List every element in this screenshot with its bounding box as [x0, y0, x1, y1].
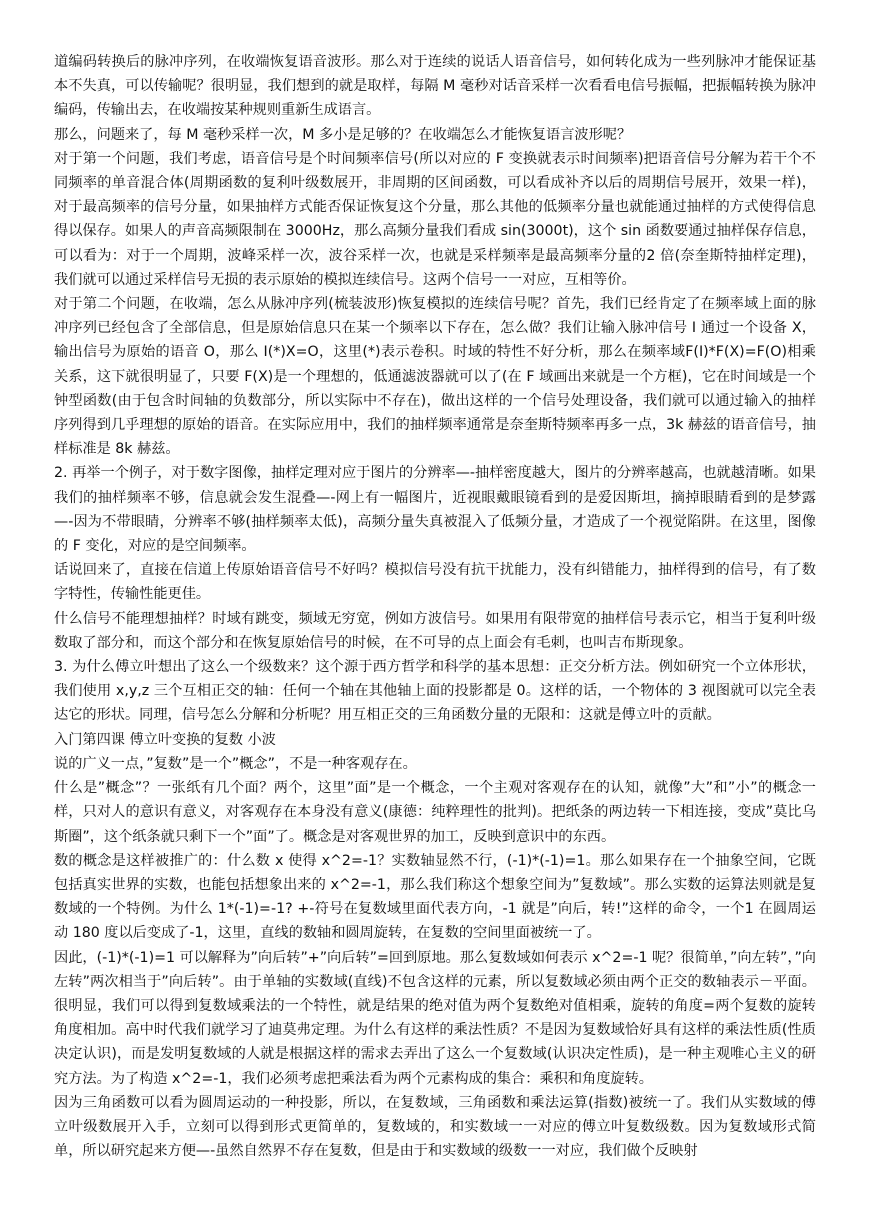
section-heading-lesson-four: 入门第四课 傅立叶变换的复数 小波: [54, 731, 276, 748]
paragraph-complex-multiplication: 因此，(-1)*(-1)=1 可以解释为”向后转”+”向后转”=回到原地。那么复数域如何表示 x^2=-1 呢？很简单，”向左转”，”向左转”两次相当于”向后转”。由于单轴的实数域(直线)不包含这样的元素，所以复数域必须由两个正交的数轴表示－平面。很明显，我们可以得到复数域乘法的一个特性，就是结果的绝对值为两个复数绝对值相乘，旋转的角度=两个复数的旋转角度相加。高中时代我们就学习了迪莫弗定理。为什么有这样的乘法性质？不是因为复数域恰好具有这样的乘法性质(性质决定认识)，而是发明复数域的人就是根据这样的需求去弄出了这么一个复数域(认识决定性质)，是一种主观唯心主义的研究方法。为了构造 x^2=-1，我们必须考虑把乘法看为两个元素构成的集合：乘积和角度旋转。: [54, 949, 816, 1087]
paragraph-orthogonal: 3. 为什么傅立叶想出了这么一个级数来？这个源于西方哲学和科学的基本思想：正交分析方法。例如研究一个立体形状，我们使用 x,y,z 三个互相正交的轴：任何一个轴在其他轴上面的投影都是 0。这样的话，一个物体的 3 视图就可以完全表达它的形状。同理，信号怎么分解和分析呢？用互相正交的三角函数分量的无限和：这就是傅立叶的贡献。: [54, 659, 816, 724]
paragraph-complex-concept: 说的广义一点，”复数”是一个”概念”，不是一种客观存在。: [54, 755, 417, 772]
paragraph-trig-complex: 因为三角函数可以看为圆周运动的一种投影，所以，在复数域，三角函数和乘法运算(指数)被统一了。我们从实数域的傅立叶级数展开入手，立刻可以得到形式更简单的，复数域的，和实数域一一对应的傅立叶复数级数。因为复数域形式简单，所以研究起来方便—-虽然自然界不存在复数，但是由于和实数域的级数一一对应，我们做个反映射: [54, 1094, 816, 1160]
paragraph-second-question: 对于第二个问题，在收端，怎么从脉冲序列(梳装波形)恢复模拟的连续信号呢？首先，我们已经肯定了在频率域上面的脉冲序列已经包含了全部信息，但是原始信息只在某一个频率以下存在，怎么做？我们让输入脉冲信号 I 通过一个设备 X，输出信号为原始的语音 O，那么 I(*)X=O，这里(*)表示卷积。时域的特性不好分析，那么在频率域F(I)*F(X)=F(O)相乘关系，这下就很明显了，只要 F(X)是一个理想的，低通滤波器就可以了(在 F 域画出来就是一个方框)，它在时间域是一个钟型函数(由于包含时间轴的负数部分，所以实际中不存在)，做出这样的一个信号处理设备，我们就可以通过输入的抽样序列得到几乎理想的原始的语音。在实际应用中，我们的抽样频率通常是奈奎斯特频率再多一点，3k 赫兹的语音信号，抽样标准是 8k 赫兹。: [54, 296, 816, 458]
paragraph-number-concept: 数的概念是这样被推广的：什么数 x 使得 x^2=-1？实数轴显然不行，(-1)*(-1)=1。那么如果存在一个抽象空间，它既包括真实世界的实数，也能包括想象出来的 x^2=-1，那么我们称这个想象空间为”复数域”。那么实数的运算法则就是复数域的一个特例。为什么 1*(-1)=-1? +-符号在复数域里面代表方向，-1 就是”向后，转!”这样的命令，一个1 在圆周运动 180 度以后变成了-1，这里，直线的数轴和圆周旋转，在复数的空间里面被统一了。: [54, 852, 816, 942]
paragraph-gibbs: 什么信号不能理想抽样？时域有跳变，频域无穷宽，例如方波信号。如果用有限带宽的抽样信号表示它，相当于复利叶级数取了部分和，而这个部分和在恢复原始信号的时候，在不可导的点上面会有毛刺，也叫吉布斯现象。: [54, 610, 816, 651]
paragraph-analog-signal: 话说回来了，直接在信道上传原始语音信号不好吗？模拟信号没有抗干扰能力，没有纠错能力，抽样得到的信号，有了数字特性，传输性能更佳。: [54, 562, 816, 603]
paragraph-question: 那么，问题来了，每 M 毫秒采样一次，M 多小是足够的？在收端怎么才能恢复语言波形呢？: [54, 126, 632, 143]
document-page: [54, 50, 816, 1163]
paragraph-first-question: 对于第一个问题，我们考虑，语音信号是个时间频率信号(所以对应的 F 变换就表示时间频率)把语音信号分解为若干个不同频率的单音混合体(周期函数的复利叶级数展开，非周期的区间函数，可以看成补齐以后的周期信号展开，效果一样)，对于最高频率的信号分量，如果抽样方式能否保证恢复这个分量，那么其他的低频率分量也就能通过抽样的方式使得信息得以保存。如果人的声音高频限制在 3000Hz，那么高频分量我们看成 sin(3000t)，这个 sin 函数要通过抽样保存信息，可以看为：对于一个周期，波峰采样一次，波谷采样一次，也就是采样频率是最高频率分量的2 倍(奈奎斯特抽样定理)，我们就可以通过采样信号无损的表示原始的模拟连续信号。这两个信号一一对应，互相等价。: [54, 150, 816, 288]
paragraph-what-is-concept: 什么是”概念”？一张纸有几个面？两个，这里”面”是一个概念，一个主观对客观存在的认知，就像”大”和”小”的概念一样，只对人的意识有意义，对客观存在本身没有意义(康德：纯粹理性的批判)。把纸条的两边转一下相连接，变成”莫比乌斯圈”，这个纸条就只剩下一个”面”了。概念是对客观世界的加工，反映到意识中的东西。: [54, 780, 816, 845]
paragraph-digital-image: 2. 再举一个例子，对于数字图像，抽样定理对应于图片的分辨率—-抽样密度越大，图片的分辨率越高，也就越清晰。如果我们的抽样频率不够，信息就会发生混叠—-网上有一幅图片，近视眼戴眼镜看到的是爱因斯坦，摘掉眼睛看到的是梦露—-因为不带眼睛，分辨率不够(抽样频率太低)，高频分量失真被混入了低频分量，才造成了一个视觉陷阱。在这里，图像的 F 变化，对应的是空间频率。: [54, 465, 816, 555]
paragraph-pulse-sequence: 道编码转换后的脉冲序列，在收端恢复语音波形。那么对于连续的说话人语音信号，如何转化成为一些列脉冲才能保证基本不失真，可以传输呢？很明显，我们想到的就是取样，每隔 M 毫秒对话音采样一次看看电信号振幅，把振幅转换为脉冲编码，传输出去，在收端按某种规则重新生成语言。: [54, 54, 816, 119]
